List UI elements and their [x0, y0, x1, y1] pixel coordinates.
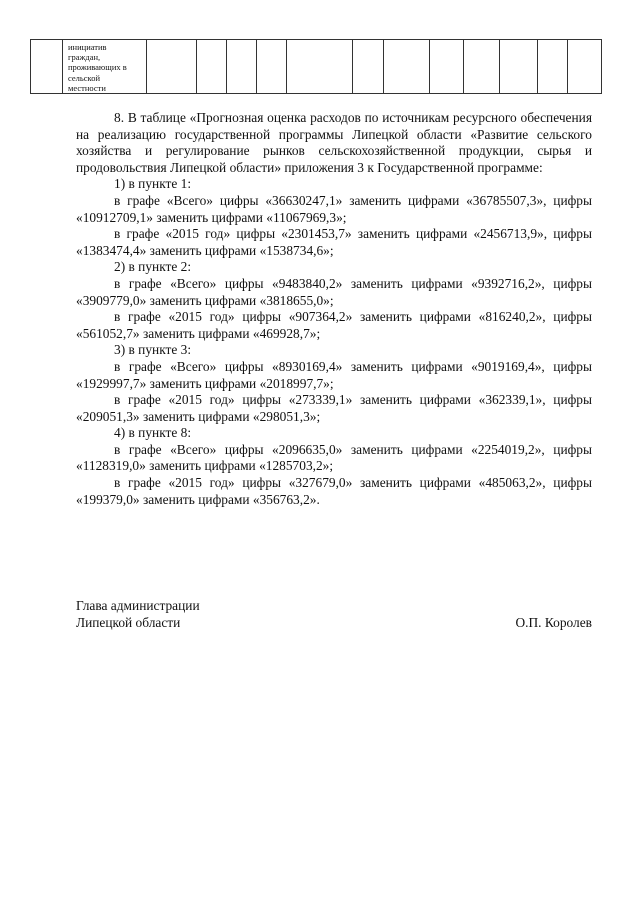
paragraph-item-heading: 2) в пункте 2:: [114, 259, 192, 275]
paragraph: в графе «2015 год» цифры «273339,1» заменить цифрами «362339,1», цифры «209051,3» заменить цифрами «298051,3»;: [76, 392, 592, 424]
table-cell: [500, 40, 538, 94]
table-cell: [384, 40, 430, 94]
paragraph-item-heading: 4) в пункте 8:: [114, 425, 192, 441]
table-cell: [257, 40, 287, 94]
paragraph: в графе «2015 год» цифры «327679,0» заменить цифрами «485063,2», цифры «199379,0» заменить цифрами «356763,2».: [76, 475, 592, 507]
table-cell-text: [63, 40, 147, 94]
table-cell: [568, 40, 602, 94]
table-cell-line: местности: [68, 82, 106, 93]
paragraph-intro: 8. В таблице «Прогнозная оценка расходов по источникам ресурсного обеспечения на реализацию государственной программы Липецкой области «Развитие сельского хозяйства и регулирование рынков сельскохозяйственной продукции, сырья и продовольствия Липецкой области» приложения 3 к Государственной программе:: [76, 110, 592, 175]
table-row: [31, 40, 602, 94]
table-cell-line: граждан,: [68, 52, 101, 63]
paragraph: в графе «Всего» цифры «36630247,1» заменить цифрами «36785507,3», цифры «10912709,1» заменить цифрами «11067969,3»;: [76, 192, 592, 225]
table-cell: [430, 40, 464, 94]
table-fragment: [30, 39, 602, 94]
paragraph: в графе «Всего» цифры «9483840,2» заменить цифрами «9392716,2», цифры «3909779,0» заменить цифрами «3818655,0»;: [76, 275, 592, 308]
table-cell-line: проживающих в: [68, 62, 127, 73]
table-cell: [287, 40, 353, 94]
paragraph: в графе «2015 год» цифры «2301453,7» заменить цифрами «2456713,9», цифры «1383474,4» заменить цифрами «1538734,6»;: [76, 226, 592, 258]
table-cell: [227, 40, 257, 94]
table-cell-line: инициатив: [68, 42, 107, 52]
table-cell: [147, 40, 197, 94]
paragraph: в графе «Всего» цифры «2096635,0» заменить цифрами «2254019,2», цифры «1128319,0» заменить цифрами «1285703,2»;: [76, 441, 592, 474]
paragraph: в графе «2015 год» цифры «907364,2» заменить цифрами «816240,2», цифры «561052,7» заменить цифрами «469928,7»;: [76, 309, 592, 341]
table-cell: [197, 40, 227, 94]
table-cell-line: сельской: [68, 72, 101, 83]
table-cell: [353, 40, 384, 94]
signatory-name: О.П. Королев: [515, 615, 592, 630]
paragraph-item-heading: 3) в пункте 3:: [114, 342, 192, 358]
paragraph: в графе «Всего» цифры «8930169,4» заменить цифрами «9019169,4», цифры «1929997,7» заменить цифрами «2018997,7»;: [76, 358, 592, 391]
signature-row: [76, 614, 592, 631]
table-cell: [464, 40, 500, 94]
signature-title: Глава администрации: [76, 598, 200, 613]
table-cell: [31, 40, 63, 94]
paragraph-item-heading: 1) в пункте 1:: [114, 176, 192, 192]
table-cell: [538, 40, 568, 94]
signature-title: Липецкой области: [76, 615, 181, 630]
document-body: [76, 110, 592, 508]
signature-block: [76, 597, 592, 631]
